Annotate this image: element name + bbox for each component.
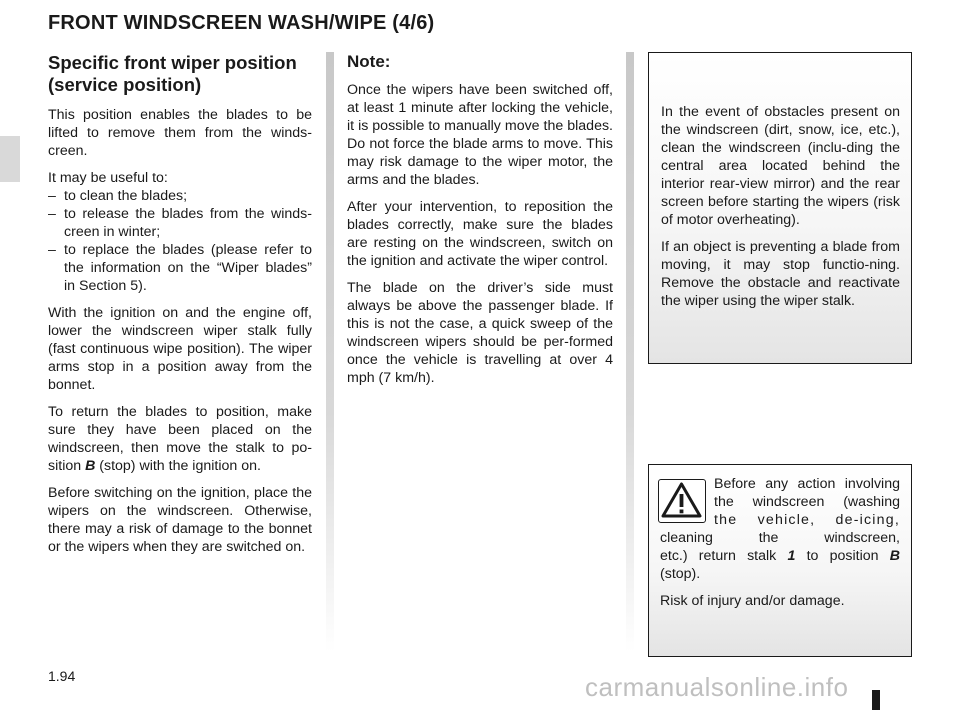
warning-line: Before any action involving xyxy=(714,476,900,492)
paragraph: It may be useful to: xyxy=(48,170,168,186)
paragraph: This position enables the blades to be lifted to remove them from the winds-creen. xyxy=(48,107,312,159)
column-service-position xyxy=(48,52,312,565)
column-divider xyxy=(326,52,334,652)
info-box-obstacles xyxy=(648,52,912,364)
paragraph: In the event of obstacles present on the windscreen (dirt, snow, ice, etc.), clean the windscreen (inclu-ding the central area located behind the interior rear-view mirror) and the rear screen before starting the wipers (risk of motor overheating). xyxy=(661,104,900,228)
note-heading: Note: xyxy=(347,52,391,71)
paragraph: To return the blades to position, make sure they have been placed on the windscreen, then move the stalk to po-sition B (stop) with the ignition on. xyxy=(48,404,312,474)
list-item: – to clean the blades; xyxy=(48,188,188,204)
paragraph: Before switching on the ignition, place the wipers on the windscreen. Otherwise, there may a risk of damage to the bonnet or the wipers when they are switched on. xyxy=(48,485,312,555)
page-title: FRONT WINDSCREEN WASH/WIPE (4/6) xyxy=(48,12,435,34)
uses-list xyxy=(48,187,312,295)
page-number: 1.94 xyxy=(48,668,76,684)
list-item: – to replace the blades (please refer to the information on the “Wiper blades” in Section 5). xyxy=(48,242,312,294)
warning-box xyxy=(648,464,912,657)
watermark: carmanualsonline.info xyxy=(585,672,849,702)
paragraph: If an object is preventing a blade from moving, it may stop functio-ning. Remove the obstacle and reactivate the wiper using the wiper stalk. xyxy=(661,239,900,309)
paragraph: The blade on the driver’s side must always be above the passenger blade. If this is not the case, a quick sweep of the windscreen wipers should be per-formed once the vehicle is travelling at over 4 mph (7 km/h). xyxy=(347,280,613,386)
warning-line: cleaning the windscreen, xyxy=(660,530,900,546)
paragraph: etc.) return stalk 1 to position B (stop). xyxy=(660,548,901,582)
paragraph: After your intervention, to reposition the blades correctly, make sure the blades are resting on the windscreen, switch on the ignition and activate the wiper control. xyxy=(347,199,613,269)
section-heading: Specific front wiper position (service position) xyxy=(48,52,297,95)
warning-line: the windscreen (washing xyxy=(714,494,900,510)
column-divider xyxy=(626,52,634,652)
paragraph: Risk of injury and/or damage. xyxy=(660,593,845,609)
warning-line: the vehicle, de-icing, xyxy=(714,512,900,528)
list-item: – to release the blades from the winds-creen in winter; xyxy=(48,206,312,240)
warning-triangle-icon xyxy=(658,479,706,523)
section-tab-marker xyxy=(0,136,20,182)
paragraph: With the ignition on and the engine off, lower the windscreen wiper stalk fully (fast continuous wipe position). The wiper arms stop in a position away from the bonnet. xyxy=(48,305,312,393)
corner-mark xyxy=(872,690,880,710)
paragraph: Once the wipers have been switched off, at least 1 minute after locking the vehicle, it is possible to manually move the blades. Do not force the blade arms to move. This may risk damage to the wiper motor, the arms and the blades. xyxy=(347,82,613,188)
column-note xyxy=(347,52,613,396)
